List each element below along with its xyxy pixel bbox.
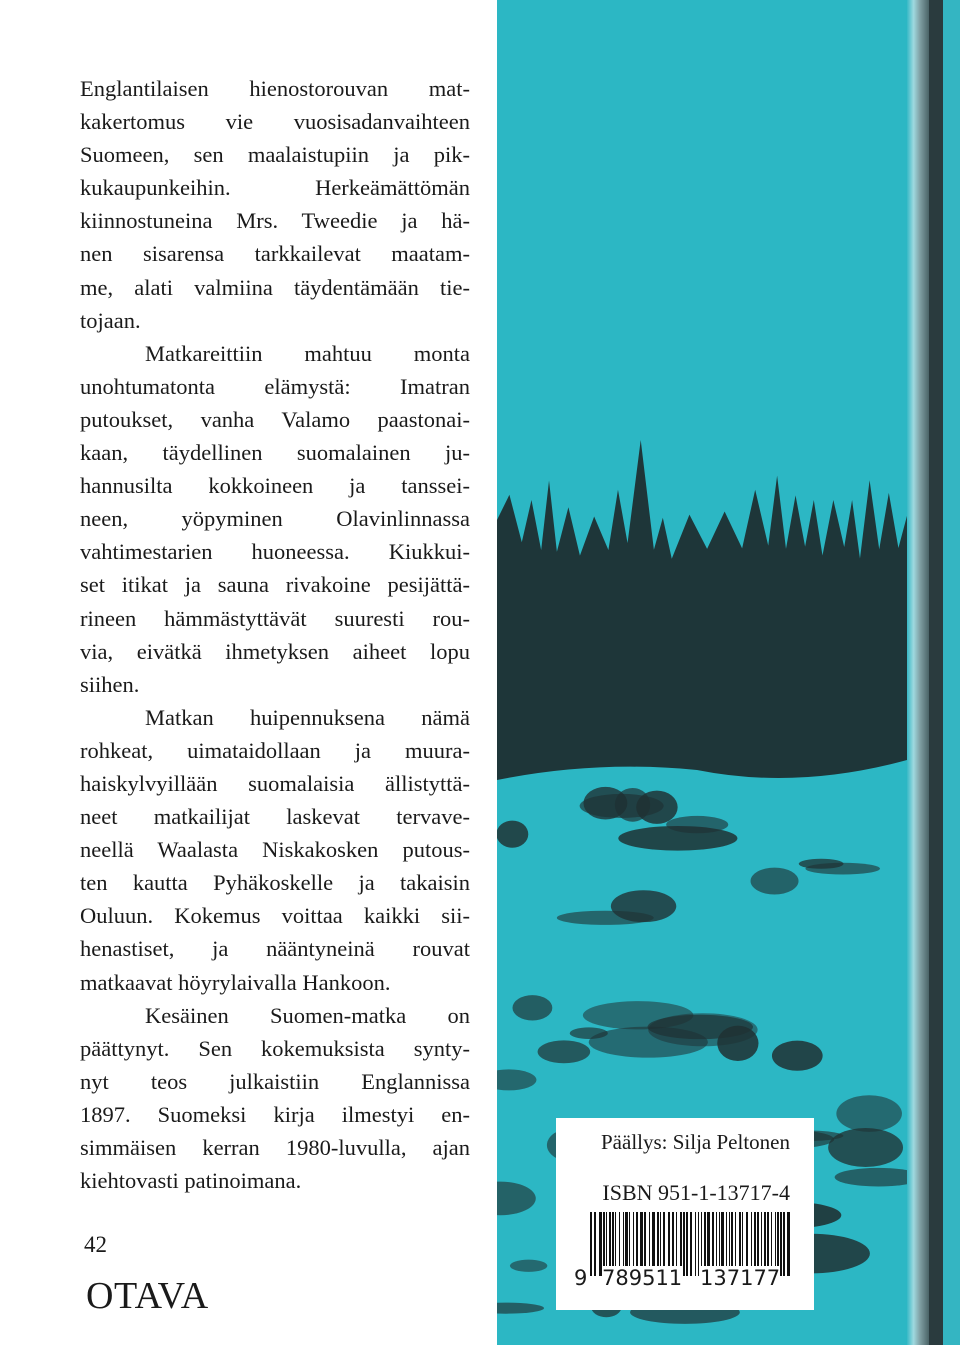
rapids-rock bbox=[836, 1095, 902, 1132]
blurb-line: putoukset, vanha Valamo paastonai- bbox=[80, 406, 470, 432]
rapids-rock bbox=[497, 1069, 536, 1090]
blurb-line: Matkan huipennuksena nämä bbox=[145, 704, 470, 730]
barcode-bar bbox=[698, 1212, 699, 1276]
rapids-rock bbox=[611, 890, 676, 922]
book-spine bbox=[907, 0, 929, 1345]
blurb-line: kaan, täydellinen suomalainen ju- bbox=[80, 440, 470, 466]
blurb-line: me, alati valmiina täydentämään tie- bbox=[80, 274, 470, 300]
blurb-line: 1897. Suomeksi kirja ilmestyi en- bbox=[80, 1101, 470, 1127]
blurb-line: kiehtovasti patinoimana. bbox=[80, 1168, 302, 1194]
spine-shadow bbox=[929, 0, 943, 1345]
front-cover-edge bbox=[943, 0, 960, 1345]
rapids-rock bbox=[828, 1128, 903, 1167]
barcode bbox=[574, 1212, 804, 1294]
blurb-line: henastiset, ja nääntyneinä rouvat bbox=[80, 936, 470, 962]
blurb-line: vahtimestarien huoneessa. Kiukkui- bbox=[80, 539, 470, 565]
isbn-box bbox=[556, 1118, 814, 1310]
rapids-rock bbox=[510, 1260, 547, 1272]
barcode-bar bbox=[683, 1212, 685, 1276]
blurb-line: päättynyt. Sen kokemuksista synty- bbox=[80, 1035, 470, 1061]
blurb-line: Kesäinen Suomen-matka on bbox=[145, 1002, 470, 1028]
blurb-line: Matkareittiin mahtuu monta bbox=[145, 340, 470, 366]
rapids-rock bbox=[835, 1168, 907, 1187]
rapids-rock bbox=[497, 1303, 544, 1314]
blurb-line: set itikat ja sauna rivakoine pesijättä- bbox=[80, 572, 470, 598]
rapids-rock bbox=[666, 816, 728, 833]
publisher-logo: OTAVA bbox=[86, 1275, 209, 1317]
blurb-line: neet matkailijat laskevat tervave- bbox=[80, 804, 470, 830]
barcode-bar bbox=[780, 1212, 782, 1276]
barcode-bar bbox=[590, 1212, 592, 1276]
rapids-rock bbox=[751, 868, 799, 895]
rapids-rock bbox=[799, 859, 844, 869]
blurb-line: rohkeat, uimataidollaan ja muura- bbox=[80, 737, 470, 763]
blurb-line: tojaan. bbox=[80, 307, 141, 333]
barcode-bar bbox=[594, 1212, 596, 1276]
blurb-line: kukaupunkeihin. Herkeämättömän bbox=[80, 175, 470, 201]
rapids-rock bbox=[497, 1182, 536, 1216]
blurb-line: kiinnostuneina Mrs. Tweedie ja hä- bbox=[80, 208, 470, 234]
rapids-rock bbox=[497, 821, 528, 848]
barcode-bar bbox=[690, 1212, 692, 1276]
blurb-line: nyt teos julkaistiin Englannissa bbox=[80, 1068, 470, 1094]
cover-credit: Päällys: Silja Peltonen bbox=[601, 1130, 790, 1154]
barcode-bar bbox=[695, 1212, 696, 1276]
blurb-line: kakertomus vie vuosisadanvaihteen bbox=[80, 109, 470, 135]
rapids-rock bbox=[589, 1027, 708, 1058]
rapids-rock bbox=[512, 995, 552, 1020]
blurb-line: ten kautta Pyhäkoskelle ja takaisin bbox=[80, 870, 470, 896]
barcode-left-group: 789511 bbox=[602, 1266, 683, 1290]
page-number: 42 bbox=[84, 1232, 107, 1257]
blurb-line: nen sisarensa tarkkailevat maatam- bbox=[80, 241, 470, 267]
blurb-line: matkaavat höyrylaivalla Hankoon. bbox=[80, 969, 391, 995]
barcode-digit-first: 9 bbox=[574, 1266, 588, 1290]
barcode-bar bbox=[783, 1212, 785, 1276]
barcode-bar bbox=[787, 1212, 790, 1276]
blurb-line: hannusilta kokkoineen ja tanssei- bbox=[80, 473, 470, 499]
blurb-text bbox=[80, 72, 470, 1197]
blurb-line: neen, yöpyminen Olavinlinnassa bbox=[80, 506, 470, 532]
rapids-rock bbox=[636, 791, 677, 824]
blurb-line: unohtumatonta elämystä: Imatran bbox=[80, 373, 470, 399]
blurb-line: haiskylvyillään suomalaisia ällistyttä- bbox=[80, 770, 470, 796]
blurb-line: Ouluun. Kokemus voittaa kaikki sii- bbox=[80, 903, 470, 929]
isbn-number: ISBN 951-1-13717-4 bbox=[602, 1180, 790, 1205]
blurb-line: Englantilaisen hienostorouvan mat- bbox=[80, 76, 470, 101]
rapids-rock bbox=[772, 1041, 823, 1071]
rapids-rock bbox=[583, 1001, 693, 1029]
barcode-bar bbox=[686, 1212, 688, 1276]
blurb-line: Suomeen, sen maalaistupiin ja pik- bbox=[80, 142, 470, 168]
barcode-right-group: 137177 bbox=[700, 1266, 781, 1290]
blurb-line: siihen. bbox=[80, 671, 140, 697]
blurb-line: simmäisen kerran 1980-luvulla, ajan bbox=[80, 1135, 470, 1160]
blurb-line: neellä Waalasta Niskakosken putous- bbox=[80, 837, 470, 863]
blurb-line: rineen hämmästyttävät suuresti rou- bbox=[80, 605, 470, 631]
rapids-rock bbox=[538, 1040, 591, 1063]
blurb-line: via, eivätkä ihmetyksen aiheet lopu bbox=[80, 638, 470, 664]
